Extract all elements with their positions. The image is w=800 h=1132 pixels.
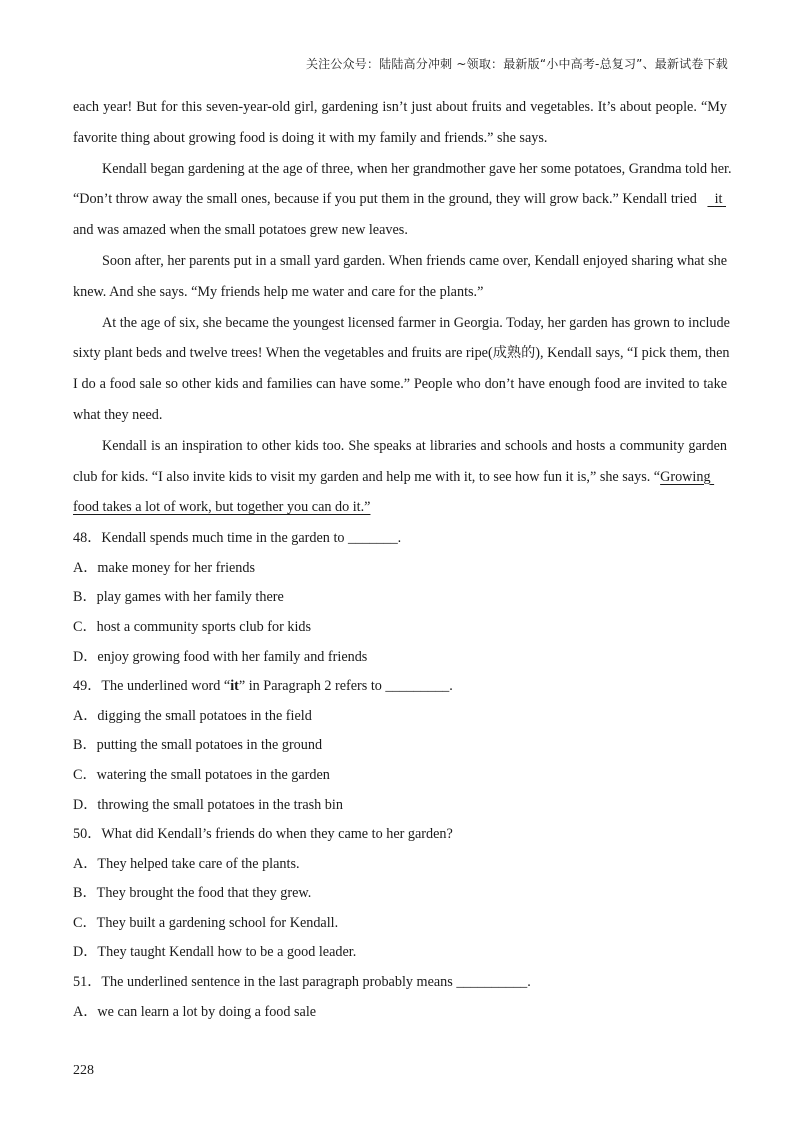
question-48	[73, 527, 727, 675]
passage-line	[73, 496, 727, 527]
passage-line: At the age of six, she became the youngest licensed farmer in Georgia. Today, her garden has grown to include	[102, 314, 730, 331]
page-header: 关注公众号：陆陆高分冲刺 ~领取：最新版“小中高考-总复习”、最新试卷下载	[305, 57, 728, 71]
option-d[interactable]: D．enjoy growing food with her family and friends	[73, 648, 368, 665]
passage-line: knew. And she says. “My friends help me water and care for the plants.”	[73, 283, 484, 300]
question-stem: 51．The underlined sentence in the last paragraph probably means __________.	[73, 974, 531, 991]
question-stem: 50．What did Kendall’s friends do when they came to her garden?	[73, 826, 453, 843]
document-body	[73, 96, 732, 1030]
passage-line: sixty plant beds and twelve trees! When the vegetables and fruits are ripe(成熟的), Kendall says, “I pick them, then	[73, 345, 730, 362]
question-49	[73, 675, 727, 823]
reading-passage	[73, 96, 732, 527]
passage-line: what they need.	[73, 406, 163, 423]
option-b[interactable]: B．putting the small potatoes in the ground	[73, 737, 323, 754]
page-number: 228	[73, 1063, 94, 1078]
passage-line	[73, 466, 727, 497]
option-a[interactable]: A．make money for her friends	[73, 559, 256, 576]
question-50	[73, 823, 727, 971]
option-b[interactable]: B．play games with her family there	[73, 589, 284, 606]
passage-line	[73, 188, 727, 219]
passage-line: I do a food sale so other kids and families can have some.” People who don’t have enough food are invited to take	[73, 376, 727, 393]
passage-line: Soon after, her parents put in a small yard garden. When friends came over, Kendall enjoyed sharing what she	[102, 252, 727, 269]
question-stem: 48．Kendall spends much time in the garden to _______.	[73, 530, 402, 547]
underlined-word-it: it	[714, 191, 723, 208]
passage-line: each year! But for this seven-year-old girl, gardening isn’t just about fruits and vegetables. It’s about people. “My	[73, 99, 727, 115]
option-b[interactable]: B．They brought the food that they grew.	[73, 885, 312, 902]
passage-text: “Don’t throw away the small ones, because if you put them in the ground, they will grow back.” Kendall tried	[73, 191, 697, 208]
passage-line: favorite thing about growing food is doing it with my family and friends.” she says.	[73, 129, 548, 146]
passage-line: Kendall began gardening at the age of three, when her grandmother gave her some potatoes, Grandma told her.	[102, 160, 732, 177]
underlined-sentence: Growing	[660, 468, 711, 485]
option-c[interactable]: C．watering the small potatoes in the garden	[73, 766, 330, 783]
passage-line: Kendall is an inspiration to other kids too. She speaks at libraries and schools and hosts a community garden	[102, 437, 727, 454]
passage-line: and was amazed when the small potatoes grew new leaves.	[73, 222, 408, 239]
option-a[interactable]: A．we can learn a lot by doing a food sale	[73, 1003, 317, 1020]
option-c[interactable]: C．host a community sports club for kids	[73, 618, 312, 635]
question-51	[73, 971, 727, 1030]
option-c[interactable]: C．They built a gardening school for Kendall.	[73, 914, 339, 931]
passage-text: club for kids. “I also invite kids to visit my garden and help me with it, to see how fun it is,” she says. “	[73, 468, 661, 485]
option-a[interactable]: A．They helped take care of the plants.	[73, 855, 300, 872]
underlined-sentence: food takes a lot of work, but together you can do it.”	[73, 499, 371, 516]
question-stem: 49．The underlined word “it” in Paragraph 2 refers to _________.	[73, 678, 453, 695]
option-a[interactable]: A．digging the small potatoes in the field	[73, 707, 312, 724]
bold-word: it	[230, 678, 239, 695]
option-d[interactable]: D．They taught Kendall how to be a good leader.	[73, 944, 357, 961]
option-d[interactable]: D．throwing the small potatoes in the trash bin	[73, 796, 343, 813]
